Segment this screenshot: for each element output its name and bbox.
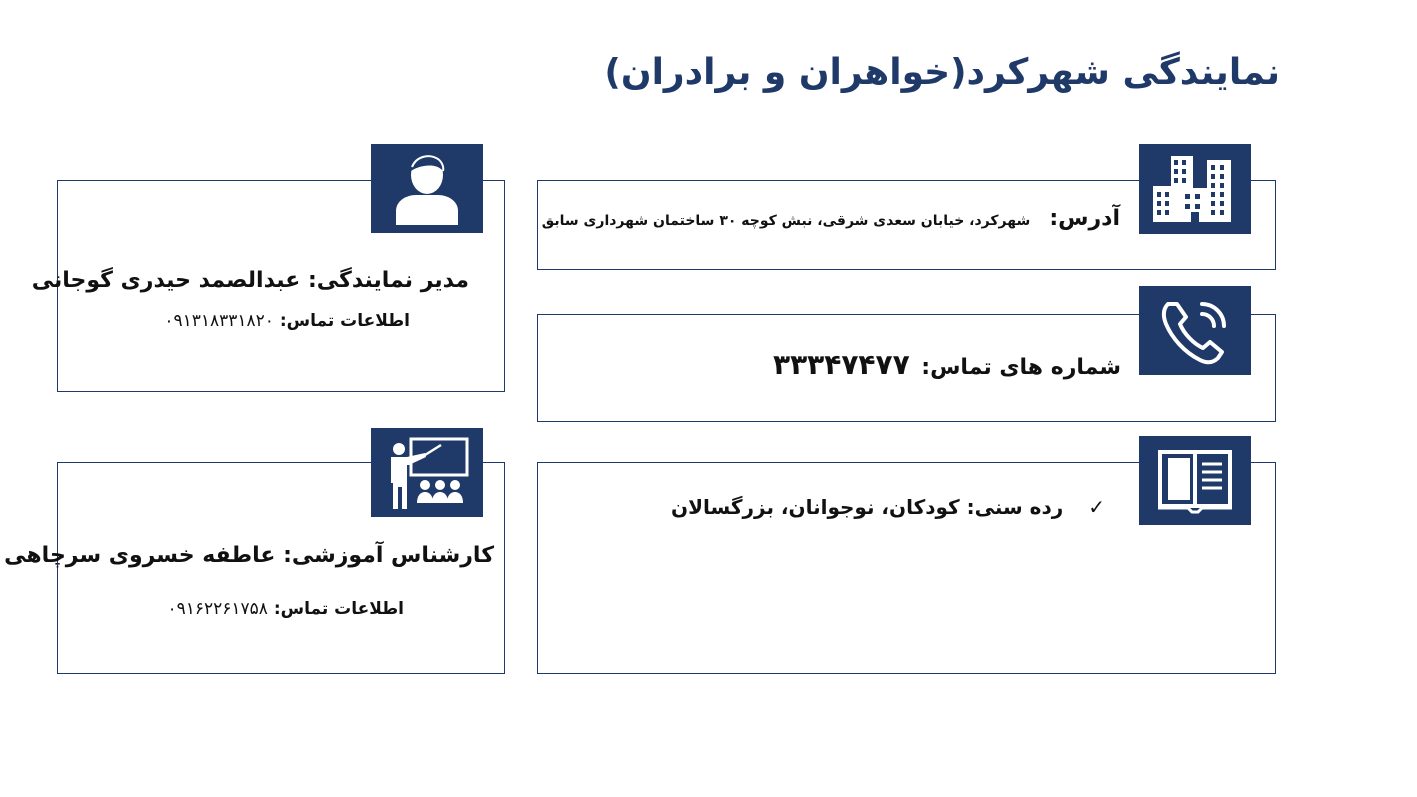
page-title: نمایندگی شهرکرد(خواهران و برادران) — [604, 52, 1280, 93]
phone-icon-box — [1139, 286, 1251, 375]
phone-value: ۳۳۳۴۷۴۷۷ — [772, 348, 910, 381]
phone-icon — [1158, 296, 1232, 366]
age-value: کودکان، نوجوانان، بزرگسالان — [671, 495, 960, 519]
buildings-icon — [1153, 156, 1237, 222]
manager-contact-label: اطلاعات تماس: — [279, 311, 410, 331]
expert-role-label: کارشناس آموزشی: — [283, 543, 494, 568]
manager-contact-line — [164, 311, 410, 331]
expert-contact-line — [167, 599, 404, 619]
person-icon — [394, 153, 460, 225]
manager-contact-value: ۰۹۱۳۱۸۳۳۱۸۲۰ — [164, 311, 274, 331]
address-icon-box — [1139, 144, 1251, 234]
teacher-icon — [385, 437, 469, 509]
address-label: آدرس: — [1049, 206, 1120, 231]
manager-icon-box — [371, 144, 483, 233]
phone-label: شماره های تماس: — [921, 355, 1121, 380]
manager-role-label: مدیر نمایندگی: — [307, 268, 469, 293]
manager-name-line — [32, 268, 469, 293]
age-label: رده سنی: — [966, 495, 1064, 519]
phone-line — [773, 348, 1121, 381]
check-icon: ✓ — [1088, 495, 1105, 519]
expert-name: عاطفه خسروی سرچاهی — [4, 543, 276, 568]
expert-contact-label: اطلاعات تماس: — [273, 599, 404, 619]
age-icon-box — [1139, 436, 1251, 525]
manager-name: عبدالصمد حیدری گوجانی — [31, 268, 301, 293]
age-line — [671, 495, 1105, 519]
address-line — [542, 206, 1120, 231]
address-value: شهرکرد، خیابان سعدی شرقی، نبش کوچه ۳۰ ساختمان شهرداری سابق — [541, 213, 1031, 229]
expert-contact-value: ۰۹۱۶۲۲۶۱۷۵۸ — [167, 599, 268, 619]
expert-icon-box — [371, 428, 483, 517]
expert-name-line — [4, 543, 494, 568]
book-icon — [1156, 448, 1234, 514]
